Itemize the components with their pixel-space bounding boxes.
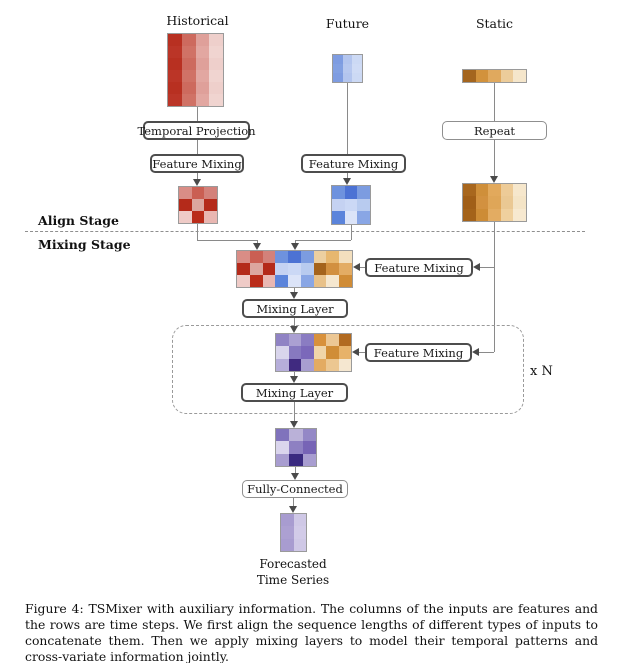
matrix-cell bbox=[196, 46, 210, 58]
matrix-cell bbox=[301, 263, 314, 275]
feature-mixing-future-box: Feature Mixing bbox=[301, 154, 406, 173]
matrix-cell bbox=[289, 441, 302, 453]
arrowhead-down-icon bbox=[291, 243, 299, 250]
matrix-cell bbox=[333, 64, 343, 73]
matrix-cell bbox=[301, 346, 314, 358]
matrix-cell bbox=[182, 94, 196, 106]
matrix-cell bbox=[196, 94, 210, 106]
matrix-cell bbox=[301, 275, 314, 287]
forecast-label-line2: Time Series bbox=[256, 573, 330, 587]
forecast-label-line1: Forecasted bbox=[259, 557, 327, 571]
matrix-cell bbox=[463, 70, 476, 82]
matrix-cell bbox=[196, 58, 210, 70]
matrix-cell bbox=[303, 429, 316, 441]
matrix-cell bbox=[209, 82, 223, 94]
future-feature-heatmap bbox=[331, 185, 371, 225]
matrix-cell bbox=[332, 211, 345, 224]
matrix-cell bbox=[179, 187, 192, 199]
matrix-cell bbox=[326, 251, 339, 263]
matrix-cell bbox=[288, 275, 301, 287]
matrix-cell bbox=[314, 346, 327, 358]
matrix-cell bbox=[488, 196, 501, 208]
matrix-cell bbox=[276, 334, 289, 346]
stage-divider bbox=[25, 231, 585, 232]
mixed-output-heatmap bbox=[275, 428, 317, 467]
matrix-cell bbox=[196, 70, 210, 82]
matrix-cell bbox=[513, 196, 526, 208]
mixing-layer-2-box: Mixing Layer bbox=[241, 383, 348, 402]
matrix-cell bbox=[333, 73, 343, 82]
matrix-cell bbox=[281, 514, 294, 526]
mixing-block-matrix bbox=[275, 333, 352, 372]
matrix-cell bbox=[237, 275, 250, 287]
matrix-cell bbox=[352, 64, 362, 73]
matrix-cell bbox=[314, 275, 327, 287]
matrix-cell bbox=[314, 359, 327, 371]
matrix-cell bbox=[204, 187, 217, 199]
historical-label: Historical bbox=[166, 13, 229, 28]
matrix-cell bbox=[182, 34, 196, 46]
matrix-cell bbox=[168, 70, 182, 82]
matrix-cell bbox=[237, 263, 250, 275]
arrowhead-down-icon bbox=[290, 292, 298, 299]
matrix-cell bbox=[339, 263, 352, 275]
matrix-cell bbox=[476, 70, 489, 82]
matrix-cell bbox=[209, 70, 223, 82]
matrix-cell bbox=[314, 251, 327, 263]
matrix-cell bbox=[196, 34, 210, 46]
matrix-cell bbox=[339, 251, 352, 263]
arrowhead-down-icon bbox=[490, 176, 498, 183]
matrix-cell bbox=[339, 359, 352, 371]
future-label: Future bbox=[325, 16, 370, 31]
historical-feature-heatmap bbox=[178, 186, 218, 224]
matrix-cell bbox=[345, 186, 358, 199]
connector-static-to-repeat bbox=[494, 83, 495, 121]
fully-connected-box: Fully-Connected bbox=[242, 480, 348, 498]
matrix-cell bbox=[288, 251, 301, 263]
matrix-cell bbox=[326, 263, 339, 275]
matrix-cell bbox=[263, 275, 276, 287]
connector-blue-elbow-h bbox=[295, 240, 351, 241]
matrix-cell bbox=[333, 55, 343, 64]
matrix-cell bbox=[501, 196, 514, 208]
feature-mixing-concat-box: Feature Mixing bbox=[365, 258, 473, 277]
matrix-cell bbox=[301, 251, 314, 263]
arrowhead-down-icon bbox=[193, 179, 201, 186]
arrowhead-down-icon bbox=[291, 473, 299, 480]
matrix-cell bbox=[314, 263, 327, 275]
matrix-cell bbox=[352, 73, 362, 82]
figure-caption: Figure 4: TSMixer with auxiliary information. The columns of the inputs are features and the rows are time steps. We first align the sequence lengths of different types of inputs to concatenate them. Then we apply mixing layers to model their temporal patterns and cross-variate information jointly. bbox=[25, 601, 598, 663]
matrix-cell bbox=[513, 70, 526, 82]
matrix-cell bbox=[326, 359, 339, 371]
matrix-cell bbox=[339, 275, 352, 287]
arrowhead-down-icon bbox=[253, 243, 261, 250]
matrix-cell bbox=[501, 70, 514, 82]
static-label: Static bbox=[475, 16, 514, 31]
matrix-cell bbox=[250, 263, 263, 275]
matrix-cell bbox=[476, 184, 489, 196]
arrowhead-down-icon bbox=[289, 506, 297, 513]
matrix-cell bbox=[463, 184, 476, 196]
matrix-cell bbox=[168, 82, 182, 94]
matrix-cell bbox=[476, 209, 489, 221]
matrix-cell bbox=[182, 82, 196, 94]
matrix-cell bbox=[209, 94, 223, 106]
arrowhead-left-icon bbox=[353, 263, 360, 271]
align-stage-label: Align Stage bbox=[38, 213, 119, 228]
matrix-cell bbox=[332, 199, 345, 212]
connector-fullyconnected-to-forecast bbox=[293, 498, 294, 506]
matrix-cell bbox=[352, 55, 362, 64]
matrix-cell bbox=[326, 334, 339, 346]
matrix-cell bbox=[179, 199, 192, 211]
connector-projection-to-featuremixing bbox=[197, 140, 198, 154]
matrix-cell bbox=[288, 263, 301, 275]
forecast-output-matrix bbox=[280, 513, 307, 552]
temporal-projection-box: Temporal Projection bbox=[143, 121, 250, 140]
matrix-cell bbox=[192, 199, 205, 211]
matrix-cell bbox=[303, 454, 316, 466]
matrix-cell bbox=[343, 64, 353, 73]
matrix-cell bbox=[168, 34, 182, 46]
matrix-cell bbox=[488, 70, 501, 82]
matrix-cell bbox=[501, 209, 514, 221]
repeat-box: Repeat bbox=[442, 121, 547, 140]
mixing-stage-label: Mixing Stage bbox=[38, 237, 131, 252]
matrix-cell bbox=[263, 263, 276, 275]
historical-input-matrix bbox=[167, 33, 224, 107]
matrix-cell bbox=[303, 441, 316, 453]
matrix-cell bbox=[276, 429, 289, 441]
matrix-cell bbox=[294, 514, 307, 526]
matrix-cell bbox=[250, 251, 263, 263]
matrix-cell bbox=[209, 34, 223, 46]
matrix-cell bbox=[275, 251, 288, 263]
matrix-cell bbox=[281, 526, 294, 538]
connector-historical-to-projection bbox=[197, 107, 198, 121]
matrix-cell bbox=[276, 454, 289, 466]
matrix-cell bbox=[182, 46, 196, 58]
matrix-cell bbox=[182, 70, 196, 82]
arrowhead-left-icon bbox=[473, 263, 480, 271]
matrix-cell bbox=[289, 334, 302, 346]
matrix-cell bbox=[289, 454, 302, 466]
matrix-cell bbox=[357, 211, 370, 224]
matrix-cell bbox=[339, 346, 352, 358]
matrix-cell bbox=[275, 263, 288, 275]
matrix-cell bbox=[294, 539, 307, 551]
matrix-cell bbox=[196, 82, 210, 94]
matrix-cell bbox=[357, 199, 370, 212]
matrix-cell bbox=[276, 359, 289, 371]
matrix-cell bbox=[209, 58, 223, 70]
matrix-cell bbox=[339, 334, 352, 346]
matrix-cell bbox=[209, 46, 223, 58]
connector-static-to-fm1 bbox=[480, 267, 494, 268]
connector-repeat-to-orangeheatmap bbox=[494, 140, 495, 176]
matrix-cell bbox=[289, 359, 302, 371]
matrix-cell bbox=[192, 187, 205, 199]
matrix-cell bbox=[513, 184, 526, 196]
matrix-cell bbox=[294, 526, 307, 538]
matrix-cell bbox=[275, 275, 288, 287]
arrowhead-down-icon bbox=[343, 178, 351, 185]
matrix-cell bbox=[204, 199, 217, 211]
static-input-vector bbox=[462, 69, 527, 83]
matrix-cell bbox=[237, 251, 250, 263]
matrix-cell bbox=[476, 196, 489, 208]
matrix-cell bbox=[357, 186, 370, 199]
matrix-cell bbox=[179, 211, 192, 223]
future-input-matrix bbox=[332, 54, 363, 83]
forecast-label bbox=[243, 556, 343, 588]
matrix-cell bbox=[463, 209, 476, 221]
matrix-cell bbox=[463, 196, 476, 208]
matrix-cell bbox=[192, 211, 205, 223]
matrix-cell bbox=[345, 199, 358, 212]
matrix-cell bbox=[326, 346, 339, 358]
matrix-cell bbox=[343, 55, 353, 64]
matrix-cell bbox=[343, 73, 353, 82]
connector-blue-elbow-v1 bbox=[351, 225, 352, 240]
matrix-cell bbox=[182, 58, 196, 70]
matrix-cell bbox=[250, 275, 263, 287]
matrix-cell bbox=[204, 211, 217, 223]
feature-mixing-repeated-box: Feature Mixing bbox=[365, 343, 472, 362]
arrowhead-down-icon bbox=[290, 421, 298, 428]
matrix-cell bbox=[289, 429, 302, 441]
matrix-cell bbox=[326, 275, 339, 287]
static-repeated-heatmap bbox=[462, 183, 527, 222]
concatenated-matrix bbox=[236, 250, 353, 288]
matrix-cell bbox=[263, 251, 276, 263]
matrix-cell bbox=[488, 209, 501, 221]
matrix-cell bbox=[301, 334, 314, 346]
feature-mixing-historical-box: Feature Mixing bbox=[150, 154, 244, 173]
matrix-cell bbox=[276, 346, 289, 358]
matrix-cell bbox=[289, 346, 302, 358]
matrix-cell bbox=[332, 186, 345, 199]
connector-red-elbow-v1 bbox=[197, 224, 198, 240]
connector-future-to-featuremixing bbox=[347, 83, 348, 154]
matrix-cell bbox=[314, 334, 327, 346]
matrix-cell bbox=[345, 211, 358, 224]
matrix-cell bbox=[501, 184, 514, 196]
matrix-cell bbox=[276, 441, 289, 453]
matrix-cell bbox=[488, 184, 501, 196]
matrix-cell bbox=[168, 46, 182, 58]
connector-red-elbow-h bbox=[197, 240, 257, 241]
matrix-cell bbox=[513, 209, 526, 221]
matrix-cell bbox=[168, 58, 182, 70]
repeat-count-label: x N bbox=[530, 364, 553, 379]
matrix-cell bbox=[168, 94, 182, 106]
mixing-layer-1-box: Mixing Layer bbox=[242, 299, 348, 318]
matrix-cell bbox=[281, 539, 294, 551]
matrix-cell bbox=[301, 359, 314, 371]
